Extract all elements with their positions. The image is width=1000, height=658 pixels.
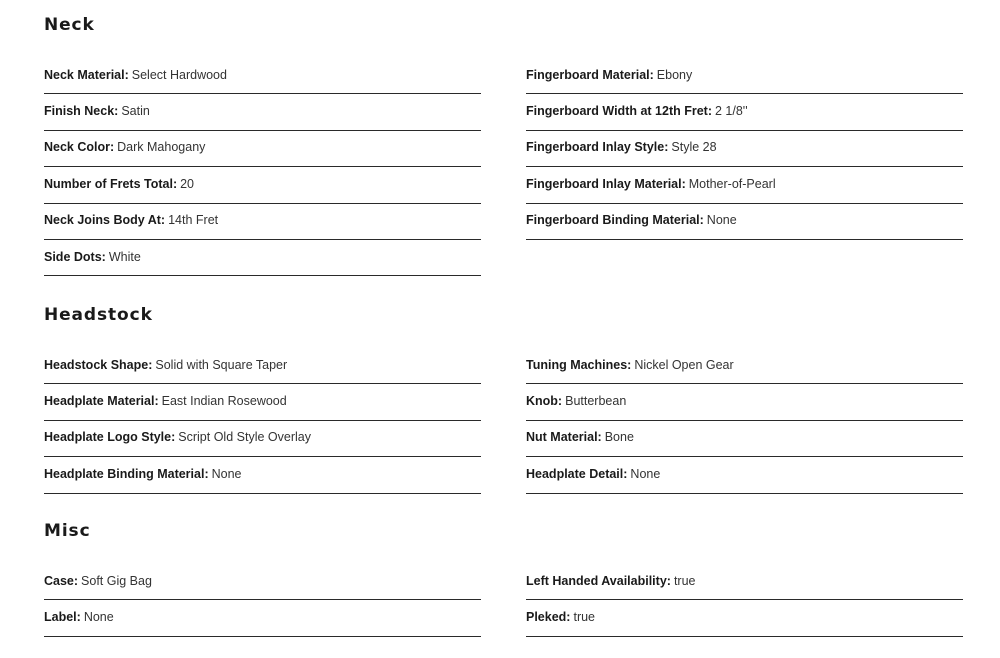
spec-label: Finish Neck: bbox=[44, 104, 119, 119]
spec-label: Neck Color: bbox=[44, 140, 115, 155]
spec-row-neck-joins-body bbox=[44, 204, 481, 240]
section-title-headstock: Headstock bbox=[44, 305, 153, 325]
spec-value: None bbox=[706, 213, 737, 228]
spec-label: Fingerboard Width at 12th Fret: bbox=[526, 104, 712, 119]
spec-value: None bbox=[211, 466, 242, 481]
section-headstock bbox=[44, 302, 963, 494]
spec-row-headstock-shape bbox=[44, 348, 481, 384]
spec-label: Headplate Binding Material: bbox=[44, 466, 209, 481]
spec-value: Nickel Open Gear bbox=[634, 357, 734, 372]
spec-row-headplate-material bbox=[44, 384, 481, 420]
spec-row-finish-neck bbox=[44, 94, 481, 130]
spec-column-right bbox=[526, 348, 963, 494]
spec-row-fingerboard-material bbox=[526, 58, 963, 94]
spec-label: Fingerboard Inlay Style: bbox=[526, 140, 669, 155]
spec-row-neck-material bbox=[44, 58, 481, 94]
spec-value: Mother-of-Pearl bbox=[688, 176, 776, 191]
spec-column-right bbox=[526, 58, 963, 276]
spec-value: Butterbean bbox=[565, 394, 627, 409]
spec-row-neck-color bbox=[44, 131, 481, 167]
spec-label: Headplate Material: bbox=[44, 394, 159, 409]
spec-label: Fingerboard Inlay Material: bbox=[526, 176, 686, 191]
spec-row-side-dots bbox=[44, 240, 481, 276]
spec-value: None bbox=[630, 466, 661, 481]
spec-label: Fingerboard Binding Material: bbox=[526, 213, 704, 228]
spec-value: true bbox=[573, 610, 596, 625]
spec-value: Solid with Square Taper bbox=[155, 357, 288, 372]
spec-value: 2 1/8'' bbox=[715, 104, 748, 119]
spec-label: Knob: bbox=[526, 394, 563, 409]
spec-row-headplate-binding-material bbox=[44, 457, 481, 493]
spec-value: 14th Fret bbox=[168, 213, 219, 228]
spec-value: None bbox=[83, 610, 114, 625]
spec-label: Tuning Machines: bbox=[526, 357, 632, 372]
section-title-misc: Misc bbox=[44, 521, 91, 541]
spec-row-headplate-logo-style bbox=[44, 421, 481, 457]
spec-row-label bbox=[44, 600, 481, 636]
spec-row-fingerboard-binding-material bbox=[526, 204, 963, 240]
spec-label: Headplate Detail: bbox=[526, 466, 628, 481]
spec-value: Select Hardwood bbox=[131, 67, 227, 82]
spec-label: Number of Frets Total: bbox=[44, 176, 178, 191]
spec-value: Script Old Style Overlay bbox=[178, 430, 311, 445]
spec-columns bbox=[44, 564, 963, 637]
spec-row-fingerboard-inlay-material bbox=[526, 167, 963, 203]
spec-row-nut-material bbox=[526, 421, 963, 457]
spec-row-left-handed-availability bbox=[526, 564, 963, 600]
spec-label: Nut Material: bbox=[526, 430, 602, 445]
spec-value: White bbox=[108, 249, 141, 264]
spec-columns bbox=[44, 58, 963, 276]
spec-row-tuning-machines bbox=[526, 348, 963, 384]
spec-row-knob bbox=[526, 384, 963, 420]
spec-value: Satin bbox=[121, 104, 150, 119]
spec-columns bbox=[44, 348, 963, 494]
spec-label: Fingerboard Material: bbox=[526, 67, 654, 82]
spec-label: Pleked: bbox=[526, 610, 571, 625]
spec-value: Dark Mahogany bbox=[117, 140, 206, 155]
spec-label: Headplate Logo Style: bbox=[44, 430, 176, 445]
spec-column-left bbox=[44, 564, 481, 637]
spec-column-left bbox=[44, 348, 481, 494]
spec-value: Style 28 bbox=[671, 140, 717, 155]
spec-row-pleked bbox=[526, 600, 963, 636]
spec-row-number-of-frets bbox=[44, 167, 481, 203]
spec-column-left bbox=[44, 58, 481, 276]
spec-value: 20 bbox=[180, 176, 195, 191]
section-misc bbox=[44, 518, 963, 637]
spec-row-fingerboard-width bbox=[526, 94, 963, 130]
spec-value: Soft Gig Bag bbox=[81, 573, 152, 588]
spec-label: Neck Joins Body At: bbox=[44, 213, 166, 228]
spec-row-headplate-detail bbox=[526, 457, 963, 493]
spec-value: true bbox=[673, 573, 696, 588]
spec-row-case bbox=[44, 564, 481, 600]
spec-label: Left Handed Availability: bbox=[526, 573, 671, 588]
spec-label: Neck Material: bbox=[44, 67, 129, 82]
spec-label: Headstock Shape: bbox=[44, 357, 153, 372]
spec-value: Ebony bbox=[656, 67, 693, 82]
spec-row-fingerboard-inlay-style bbox=[526, 131, 963, 167]
section-neck bbox=[44, 12, 963, 276]
spec-value: East Indian Rosewood bbox=[161, 394, 287, 409]
spec-column-right bbox=[526, 564, 963, 637]
spec-label: Label: bbox=[44, 610, 81, 625]
section-title-neck: Neck bbox=[44, 15, 95, 35]
spec-label: Case: bbox=[44, 573, 79, 588]
spec-label: Side Dots: bbox=[44, 249, 106, 264]
spec-value: Bone bbox=[604, 430, 634, 445]
